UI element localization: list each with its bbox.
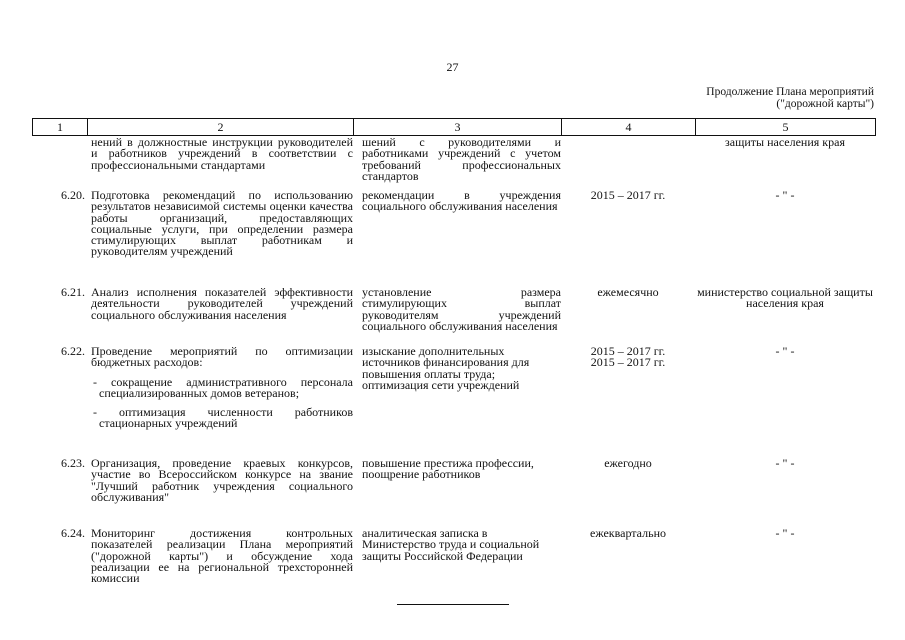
term-cell: 2015 – 2017 гг.	[590, 188, 666, 202]
column-header-3: 3	[354, 119, 562, 136]
column-header-row	[33, 119, 876, 136]
result-cell: рекомендации в учреждения социального обслуживания населения	[362, 188, 561, 214]
term-cell: ежемесячно	[597, 285, 659, 299]
result-cell: повышение престижа профессии, поощрение работников	[362, 456, 534, 482]
table-row	[32, 528, 875, 588]
activity-cell: Мониторинг достижения контрольных показателей реализации Плана мероприятий ("дорожной карты") и обсуждение хода реализации ее на региональной трехсторонней комиссии	[91, 526, 353, 586]
table-row	[32, 458, 875, 528]
activity-cell: Подготовка рекомендаций по использованию результатов независимой системы оценки качества работы организаций, предоставляющих социальные услуги, при определении размера стимулирующих выплат работникам и руководителям учреждений	[91, 188, 353, 259]
responsible-cell: - " -	[775, 344, 795, 358]
row-number: 6.23.	[61, 456, 85, 470]
row-number: 6.22.	[61, 344, 85, 358]
continuation-caption	[706, 86, 874, 110]
table-row	[32, 346, 875, 458]
responsible-cell: - " -	[775, 526, 795, 540]
table-row	[32, 190, 875, 287]
activity-cell: Проведение мероприятий по оптимизации бюджетных расходов:	[91, 344, 353, 370]
row-number: 6.24.	[61, 526, 85, 540]
term-cell: ежегодно	[604, 456, 652, 470]
table-row	[32, 287, 875, 346]
activity-cell: Организация, проведение краевых конкурсов, участие во Всероссийском конкурсе на звание "Лучший работник учреждения социального обслуживания"	[91, 456, 353, 504]
continuation-line-1: Продолжение Плана мероприятий	[706, 86, 874, 98]
result-cell: шений с руководителями и работниками учреждений с учетом требований профессиональных стандартов	[362, 135, 561, 183]
table-row	[32, 137, 875, 190]
responsible-cell: защиты населения края	[725, 135, 845, 149]
result-cell: изыскание дополнительных источников финансирования для повышения оплаты труда; оптимизация сети учреждений	[362, 344, 530, 392]
responsible-cell: - " -	[775, 188, 795, 202]
footnote-separator-line	[397, 604, 509, 605]
column-header-1: 1	[33, 119, 88, 136]
continuation-line-2: ("дорожной карты")	[776, 98, 874, 110]
term-cell: 2015 – 2017 гг.	[590, 355, 666, 370]
activity-cell: нений в должностные инструкции руководителей и работников учреждений в соответствии с профессиональными стандартами	[91, 135, 353, 172]
column-header-table	[32, 118, 876, 136]
activity-cell: Анализ исполнения показателей эффективности деятельности руководителей учреждений социального обслуживания населения	[91, 285, 353, 322]
row-number: 6.20.	[61, 188, 85, 202]
responsible-cell: - " -	[775, 456, 795, 470]
plan-table-body	[32, 137, 875, 588]
responsible-cell: министерство социальной защиты населения края	[697, 285, 873, 311]
column-header-5: 5	[696, 119, 876, 136]
column-header-4: 4	[562, 119, 696, 136]
term-cell: 2015 – 2017 гг.	[590, 344, 666, 358]
result-cell: аналитическая записка в Министерство труда и социальной защиты Российской Федерации	[362, 526, 540, 563]
page-number: 27	[446, 60, 459, 74]
result-cell: установление размера стимулирующих выплат руководителям учреждений социального обслуживания населения	[362, 285, 561, 333]
row-number: 6.21.	[61, 285, 85, 299]
activity-subitem: - сокращение административного персонала специализированных домов ветеранов;	[93, 374, 353, 400]
column-header-2: 2	[88, 119, 354, 136]
activity-subitem: - оптимизация численности работников стационарных учреждений	[93, 405, 353, 431]
term-cell: ежеквартально	[590, 526, 666, 540]
